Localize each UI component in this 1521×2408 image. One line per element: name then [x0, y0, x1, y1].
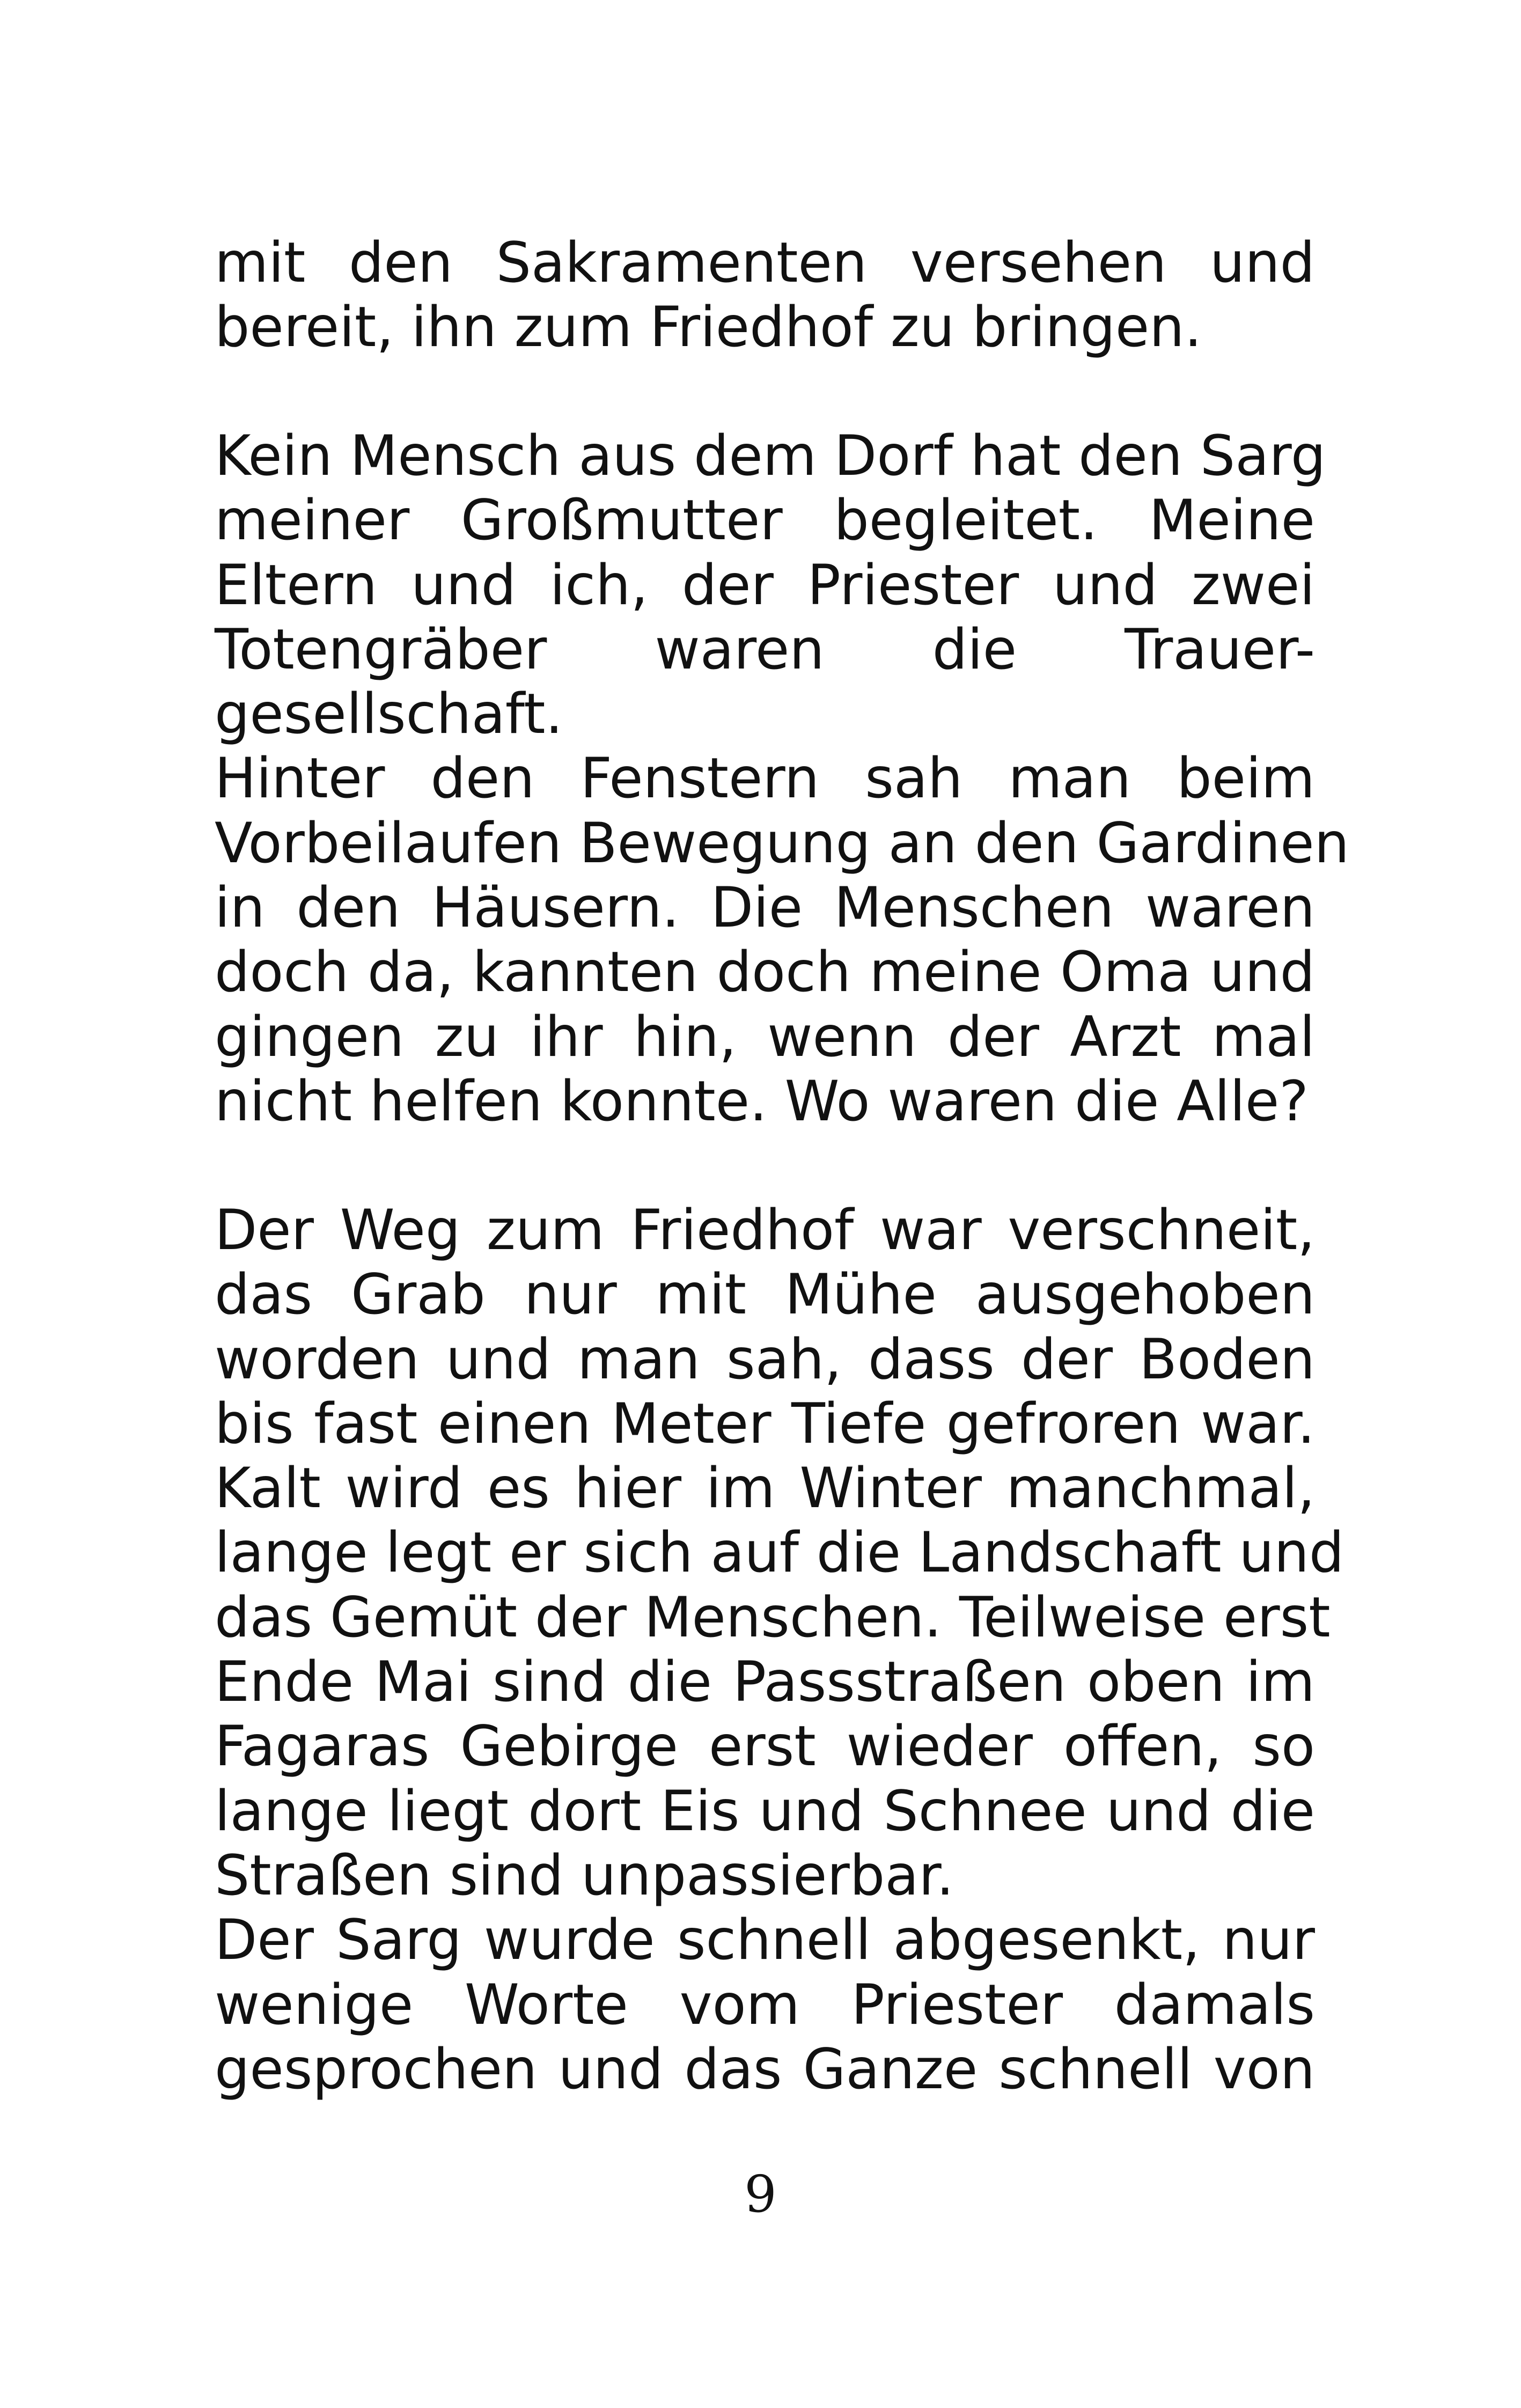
text-line: lange legt er sich auf die Landschaft und [215, 1521, 1344, 1585]
paragraph-3 [215, 1198, 1344, 2102]
text-line: Der Sarg wurde schnell abgesenkt, nur [215, 1908, 1315, 1973]
text-line: bereit, ihn zum Friedhof zu bringen. [215, 295, 1202, 360]
text-line: Hinter den Fenstern sah man beim [215, 746, 1315, 811]
text-line: Vorbeilaufen Bewegung an den Gardinen [215, 811, 1349, 876]
text-line: wenige Worte vom Priester damals [215, 1972, 1315, 2037]
text-line: gingen zu ihr hin, wenn der Arzt mal [215, 1004, 1315, 1069]
text-line: Eltern und ich, der Priester und zwei [215, 553, 1315, 618]
text-line: Fagaras Gebirge erst wieder offen, so [215, 1714, 1315, 1779]
text-line: Kalt wird es hier im Winter manchmal, [215, 1456, 1315, 1521]
text-line: bis fast einen Meter Tiefe gefroren war. [215, 1391, 1315, 1456]
text-line: meiner Großmutter begleitet. Meine [215, 488, 1315, 553]
paragraph-2 [215, 424, 1349, 1134]
text-line: in den Häusern. Die Menschen waren [215, 876, 1315, 941]
text-line: doch da, kannten doch meine Oma und [215, 940, 1315, 1005]
text-line: Totengräber waren die Trauer- [215, 617, 1315, 682]
text-line: worden und man sah, dass der Boden [215, 1327, 1315, 1392]
text-line: das Grab nur mit Mühe ausgehoben [215, 1262, 1315, 1327]
text-line: mit den Sakramenten versehen und [215, 231, 1315, 295]
text-line: das Gemüt der Menschen. Teilweise erst [215, 1585, 1331, 1650]
page-number: 9 [744, 2165, 777, 2224]
text-line: Der Weg zum Friedhof war verschneit, [215, 1198, 1315, 1262]
text-line: Straßen sind unpassierbar. [215, 1843, 954, 1908]
text-line: Ende Mai sind die Passstraßen oben im [215, 1650, 1315, 1715]
text-line: gesprochen und das Ganze schnell von [215, 2037, 1315, 2102]
text-line: gesellschaft. [215, 682, 563, 747]
text-line: nicht helfen konnte. Wo waren die Alle? [215, 1069, 1309, 1134]
text-line: lange liegt dort Eis und Schnee und die [215, 1779, 1315, 1844]
paragraph-1 [215, 231, 1315, 360]
text-line: Kein Mensch aus dem Dorf hat den Sarg [215, 424, 1326, 488]
